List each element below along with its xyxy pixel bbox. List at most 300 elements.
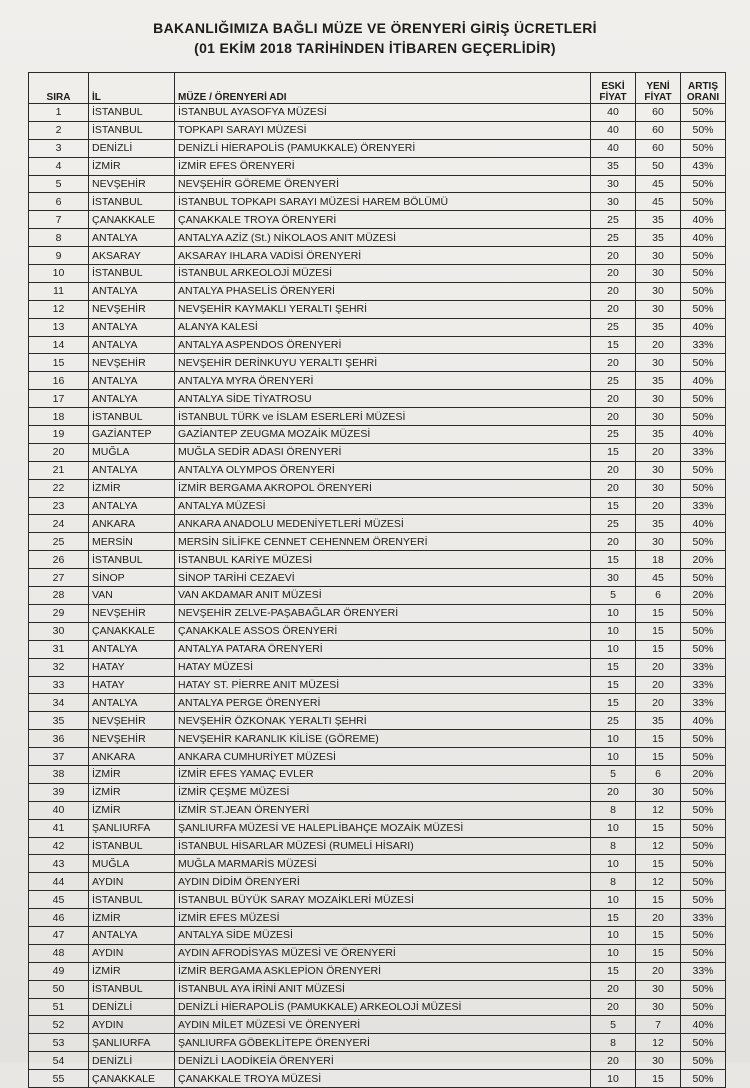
il-cell: İZMİR — [89, 157, 175, 175]
yeni-fiyat-cell: 15 — [636, 819, 681, 837]
artis-orani-cell: 40% — [681, 1016, 726, 1034]
eski-fiyat-cell: 8 — [591, 1034, 636, 1052]
yeni-fiyat-cell: 30 — [636, 390, 681, 408]
table-row — [29, 408, 726, 426]
il-cell: NEVŞEHİR — [89, 354, 175, 372]
yeni-fiyat-cell: 15 — [636, 1070, 681, 1088]
sira-cell: 25 — [29, 533, 89, 551]
table-row — [29, 855, 726, 873]
eski-fiyat-cell: 10 — [591, 1070, 636, 1088]
il-cell: ANTALYA — [89, 390, 175, 408]
artis-orani-cell: 50% — [681, 855, 726, 873]
eski-fiyat-cell: 20 — [591, 980, 636, 998]
eski-fiyat-cell: 25 — [591, 426, 636, 444]
table-row — [29, 247, 726, 265]
table-row — [29, 1016, 726, 1034]
muze-name-cell: İZMİR ÇEŞME MÜZESİ — [175, 783, 591, 801]
table-row — [29, 157, 726, 175]
muze-name-cell: AYDIN MİLET MÜZESİ VE ÖRENYERİ — [175, 1016, 591, 1034]
yeni-fiyat-cell: 35 — [636, 712, 681, 730]
muze-name-cell: İSTANBUL HİSARLAR MÜZESİ (RUMELİ HİSARI) — [175, 837, 591, 855]
il-cell: ANTALYA — [89, 282, 175, 300]
table-row — [29, 962, 726, 980]
artis-orani-cell: 50% — [681, 1052, 726, 1070]
header-yeni-line2: FİYAT — [644, 92, 672, 103]
yeni-fiyat-cell: 15 — [636, 604, 681, 622]
il-cell: ANTALYA — [89, 926, 175, 944]
table-row — [29, 497, 726, 515]
table-row — [29, 801, 726, 819]
yeni-fiyat-cell: 35 — [636, 426, 681, 444]
il-cell: İZMİR — [89, 479, 175, 497]
il-cell: ANTALYA — [89, 497, 175, 515]
eski-fiyat-cell: 15 — [591, 694, 636, 712]
yeni-fiyat-cell: 30 — [636, 354, 681, 372]
sira-cell: 2 — [29, 121, 89, 139]
table-row — [29, 676, 726, 694]
il-cell: NEVŞEHİR — [89, 712, 175, 730]
muze-name-cell: AYDIN AFRODİSYAS MÜZESİ VE ÖRENYERİ — [175, 944, 591, 962]
il-cell: ANKARA — [89, 515, 175, 533]
il-cell: DENİZLİ — [89, 998, 175, 1016]
il-cell: İSTANBUL — [89, 193, 175, 211]
il-cell: İZMİR — [89, 765, 175, 783]
table-row — [29, 390, 726, 408]
il-cell: SİNOP — [89, 569, 175, 587]
il-cell: ÇANAKKALE — [89, 1070, 175, 1088]
table-row — [29, 783, 726, 801]
sira-cell: 28 — [29, 587, 89, 605]
il-cell: ANKARA — [89, 748, 175, 766]
muze-name-cell: ANKARA ANADOLU MEDENİYETLERİ MÜZESİ — [175, 515, 591, 533]
sira-cell: 46 — [29, 909, 89, 927]
table-row — [29, 193, 726, 211]
table-row — [29, 926, 726, 944]
yeni-fiyat-cell: 12 — [636, 801, 681, 819]
yeni-fiyat-cell: 60 — [636, 104, 681, 122]
yeni-fiyat-cell: 20 — [636, 962, 681, 980]
eski-fiyat-cell: 20 — [591, 408, 636, 426]
table-row — [29, 658, 726, 676]
muze-name-cell: ÇANAKKALE TROYA MÜZESİ — [175, 1070, 591, 1088]
yeni-fiyat-cell: 12 — [636, 837, 681, 855]
table-header-row — [29, 73, 726, 104]
muze-name-cell: NEVŞEHİR ZELVE-PAŞABAĞLAR ÖRENYERİ — [175, 604, 591, 622]
table-row — [29, 765, 726, 783]
muze-name-cell: NEVŞEHİR ÖZKONAK YERALTI ŞEHRİ — [175, 712, 591, 730]
muze-name-cell: HATAY ST. PİERRE ANIT MÜZESİ — [175, 676, 591, 694]
sira-cell: 33 — [29, 676, 89, 694]
yeni-fiyat-cell: 20 — [636, 694, 681, 712]
il-cell: ÇANAKKALE — [89, 211, 175, 229]
table-row — [29, 372, 726, 390]
yeni-fiyat-cell: 6 — [636, 765, 681, 783]
title-line-1: BAKANLIĞIMIZA BAĞLI MÜZE VE ÖRENYERİ GİRİŞ ÜCRETLERİ — [153, 20, 597, 36]
artis-orani-cell: 50% — [681, 622, 726, 640]
table-row — [29, 443, 726, 461]
muze-name-cell: DENİZLİ LAODİKEİA ÖRENYERİ — [175, 1052, 591, 1070]
table-row — [29, 694, 726, 712]
muze-name-cell: AKSARAY IHLARA VADİSİ ÖRENYERİ — [175, 247, 591, 265]
il-cell: İZMİR — [89, 962, 175, 980]
artis-orani-cell: 33% — [681, 962, 726, 980]
eski-fiyat-cell: 5 — [591, 587, 636, 605]
sira-cell: 29 — [29, 604, 89, 622]
sira-cell: 1 — [29, 104, 89, 122]
eski-fiyat-cell: 25 — [591, 515, 636, 533]
muze-name-cell: MUĞLA SEDİR ADASI ÖRENYERİ — [175, 443, 591, 461]
artis-orani-cell: 50% — [681, 801, 726, 819]
sira-cell: 5 — [29, 175, 89, 193]
artis-orani-cell: 50% — [681, 139, 726, 157]
eski-fiyat-cell: 25 — [591, 712, 636, 730]
sira-cell: 30 — [29, 622, 89, 640]
artis-orani-cell: 50% — [681, 819, 726, 837]
il-cell: ÇANAKKALE — [89, 622, 175, 640]
eski-fiyat-cell: 8 — [591, 837, 636, 855]
artis-orani-cell: 50% — [681, 300, 726, 318]
sira-cell: 51 — [29, 998, 89, 1016]
muze-name-cell: NEVŞEHİR KARANLIK KİLİSE (GÖREME) — [175, 730, 591, 748]
artis-orani-cell: 50% — [681, 1070, 726, 1088]
header-eski-fiyat — [591, 73, 636, 104]
artis-orani-cell: 50% — [681, 998, 726, 1016]
sira-cell: 8 — [29, 229, 89, 247]
sira-cell: 38 — [29, 765, 89, 783]
muze-name-cell: ŞANLIURFA GÖBEKLİTEPE ÖRENYERİ — [175, 1034, 591, 1052]
sira-cell: 17 — [29, 390, 89, 408]
yeni-fiyat-cell: 15 — [636, 622, 681, 640]
sira-cell: 12 — [29, 300, 89, 318]
il-cell: MUĞLA — [89, 443, 175, 461]
yeni-fiyat-cell: 35 — [636, 372, 681, 390]
sira-cell: 41 — [29, 819, 89, 837]
table-row — [29, 587, 726, 605]
table-row — [29, 479, 726, 497]
muze-name-cell: İZMİR BERGAMA ASKLEPİON ÖRENYERİ — [175, 962, 591, 980]
muze-name-cell: ALANYA KALESİ — [175, 318, 591, 336]
yeni-fiyat-cell: 30 — [636, 282, 681, 300]
artis-orani-cell: 50% — [681, 783, 726, 801]
document-title — [0, 18, 750, 58]
yeni-fiyat-cell: 60 — [636, 139, 681, 157]
eski-fiyat-cell: 20 — [591, 265, 636, 283]
table-row — [29, 640, 726, 658]
sira-cell: 45 — [29, 891, 89, 909]
muze-name-cell: HATAY MÜZESİ — [175, 658, 591, 676]
artis-orani-cell: 50% — [681, 175, 726, 193]
yeni-fiyat-cell: 15 — [636, 730, 681, 748]
sira-cell: 18 — [29, 408, 89, 426]
il-cell: AKSARAY — [89, 247, 175, 265]
eski-fiyat-cell: 30 — [591, 175, 636, 193]
artis-orani-cell: 50% — [681, 748, 726, 766]
yeni-fiyat-cell: 50 — [636, 157, 681, 175]
artis-orani-cell: 50% — [681, 730, 726, 748]
table-row — [29, 229, 726, 247]
artis-orani-cell: 50% — [681, 408, 726, 426]
muze-name-cell: ÇANAKKALE ASSOS ÖRENYERİ — [175, 622, 591, 640]
muze-name-cell: MERSİN SİLİFKE CENNET CEHENNEM ÖRENYERİ — [175, 533, 591, 551]
il-cell: ŞANLIURFA — [89, 1034, 175, 1052]
muze-name-cell: SİNOP TARİHİ CEZAEVİ — [175, 569, 591, 587]
eski-fiyat-cell: 10 — [591, 748, 636, 766]
muze-name-cell: ANTALYA PERGE ÖRENYERİ — [175, 694, 591, 712]
table-row — [29, 730, 726, 748]
muze-name-cell: MUĞLA MARMARİS MÜZESİ — [175, 855, 591, 873]
sira-cell: 47 — [29, 926, 89, 944]
eski-fiyat-cell: 25 — [591, 318, 636, 336]
yeni-fiyat-cell: 30 — [636, 247, 681, 265]
yeni-fiyat-cell: 20 — [636, 336, 681, 354]
sira-cell: 16 — [29, 372, 89, 390]
sira-cell: 43 — [29, 855, 89, 873]
il-cell: İSTANBUL — [89, 837, 175, 855]
artis-orani-cell: 50% — [681, 837, 726, 855]
table-row — [29, 551, 726, 569]
il-cell: GAZİANTEP — [89, 426, 175, 444]
sira-cell: 10 — [29, 265, 89, 283]
table-row — [29, 712, 726, 730]
artis-orani-cell: 50% — [681, 533, 726, 551]
muze-name-cell: AYDIN DİDİM ÖRENYERİ — [175, 873, 591, 891]
artis-orani-cell: 50% — [681, 640, 726, 658]
artis-orani-cell: 40% — [681, 515, 726, 533]
eski-fiyat-cell: 10 — [591, 891, 636, 909]
fee-table-container — [28, 72, 725, 1088]
il-cell: İSTANBUL — [89, 104, 175, 122]
table-row — [29, 1034, 726, 1052]
muze-name-cell: DENİZLİ HİERAPOLİS (PAMUKKALE) ÖRENYERİ — [175, 139, 591, 157]
eski-fiyat-cell: 20 — [591, 1052, 636, 1070]
table-row — [29, 819, 726, 837]
artis-orani-cell: 50% — [681, 354, 726, 372]
sira-cell: 32 — [29, 658, 89, 676]
header-artis-orani — [681, 73, 726, 104]
sira-cell: 31 — [29, 640, 89, 658]
sira-cell: 7 — [29, 211, 89, 229]
eski-fiyat-cell: 10 — [591, 640, 636, 658]
muze-name-cell: ANTALYA MYRA ÖRENYERİ — [175, 372, 591, 390]
sira-cell: 44 — [29, 873, 89, 891]
artis-orani-cell: 50% — [681, 479, 726, 497]
artis-orani-cell: 40% — [681, 229, 726, 247]
artis-orani-cell: 50% — [681, 926, 726, 944]
muze-name-cell: ANTALYA OLYMPOS ÖRENYERİ — [175, 461, 591, 479]
eski-fiyat-cell: 40 — [591, 104, 636, 122]
il-cell: MUĞLA — [89, 855, 175, 873]
sira-cell: 13 — [29, 318, 89, 336]
sira-cell: 26 — [29, 551, 89, 569]
sira-cell: 9 — [29, 247, 89, 265]
eski-fiyat-cell: 25 — [591, 372, 636, 390]
yeni-fiyat-cell: 30 — [636, 783, 681, 801]
eski-fiyat-cell: 8 — [591, 873, 636, 891]
sira-cell: 37 — [29, 748, 89, 766]
artis-orani-cell: 50% — [681, 1034, 726, 1052]
sira-cell: 36 — [29, 730, 89, 748]
artis-orani-cell: 33% — [681, 497, 726, 515]
yeni-fiyat-cell: 30 — [636, 980, 681, 998]
yeni-fiyat-cell: 15 — [636, 944, 681, 962]
muze-name-cell: İSTANBUL AYA İRİNİ ANIT MÜZESİ — [175, 980, 591, 998]
artis-orani-cell: 50% — [681, 247, 726, 265]
yeni-fiyat-cell: 30 — [636, 1052, 681, 1070]
sira-cell: 39 — [29, 783, 89, 801]
header-eski-line2: FİYAT — [599, 92, 627, 103]
sira-cell: 11 — [29, 282, 89, 300]
muze-name-cell: TOPKAPI SARAYI MÜZESİ — [175, 121, 591, 139]
il-cell: NEVŞEHİR — [89, 175, 175, 193]
header-artis-line2: ORANI — [686, 92, 720, 103]
muze-name-cell: İZMİR EFES MÜZESİ — [175, 909, 591, 927]
artis-orani-cell: 33% — [681, 909, 726, 927]
yeni-fiyat-cell: 15 — [636, 926, 681, 944]
sira-cell: 54 — [29, 1052, 89, 1070]
il-cell: DENİZLİ — [89, 1052, 175, 1070]
artis-orani-cell: 33% — [681, 443, 726, 461]
muze-name-cell: VAN AKDAMAR ANIT MÜZESİ — [175, 587, 591, 605]
yeni-fiyat-cell: 18 — [636, 551, 681, 569]
table-row — [29, 891, 726, 909]
sira-cell: 48 — [29, 944, 89, 962]
yeni-fiyat-cell: 30 — [636, 533, 681, 551]
artis-orani-cell: 40% — [681, 712, 726, 730]
muze-name-cell: ŞANLIURFA MÜZESİ VE HALEPLİBAHÇE MOZAİK MÜZESİ — [175, 819, 591, 837]
sira-cell: 20 — [29, 443, 89, 461]
artis-orani-cell: 50% — [681, 121, 726, 139]
eski-fiyat-cell: 5 — [591, 765, 636, 783]
eski-fiyat-cell: 15 — [591, 676, 636, 694]
il-cell: AYDIN — [89, 873, 175, 891]
muze-name-cell: İSTANBUL TOPKAPI SARAYI MÜZESİ HAREM BÖLÜMÜ — [175, 193, 591, 211]
muze-name-cell: NEVŞEHİR DERİNKUYU YERALTI ŞEHRİ — [175, 354, 591, 372]
sira-cell: 21 — [29, 461, 89, 479]
il-cell: ANTALYA — [89, 229, 175, 247]
yeni-fiyat-cell: 30 — [636, 265, 681, 283]
eski-fiyat-cell: 15 — [591, 909, 636, 927]
table-row — [29, 139, 726, 157]
table-row — [29, 909, 726, 927]
sira-cell: 49 — [29, 962, 89, 980]
artis-orani-cell: 50% — [681, 390, 726, 408]
yeni-fiyat-cell: 30 — [636, 479, 681, 497]
artis-orani-cell: 20% — [681, 765, 726, 783]
sira-cell: 15 — [29, 354, 89, 372]
eski-fiyat-cell: 10 — [591, 944, 636, 962]
table-row — [29, 1052, 726, 1070]
artis-orani-cell: 20% — [681, 551, 726, 569]
il-cell: ANTALYA — [89, 336, 175, 354]
eski-fiyat-cell: 40 — [591, 121, 636, 139]
eski-fiyat-cell: 30 — [591, 193, 636, 211]
muze-name-cell: İSTANBUL BÜYÜK SARAY MOZAİKLERİ MÜZESİ — [175, 891, 591, 909]
eski-fiyat-cell: 20 — [591, 354, 636, 372]
il-cell: ŞANLIURFA — [89, 819, 175, 837]
yeni-fiyat-cell: 45 — [636, 569, 681, 587]
il-cell: ANTALYA — [89, 694, 175, 712]
eski-fiyat-cell: 25 — [591, 211, 636, 229]
artis-orani-cell: 40% — [681, 318, 726, 336]
yeni-fiyat-cell: 20 — [636, 658, 681, 676]
eski-fiyat-cell: 10 — [591, 604, 636, 622]
il-cell: HATAY — [89, 658, 175, 676]
eski-fiyat-cell: 20 — [591, 533, 636, 551]
table-row — [29, 211, 726, 229]
header-sira: SIRA — [29, 73, 89, 104]
table-row — [29, 318, 726, 336]
muze-name-cell: İZMİR EFES YAMAÇ EVLER — [175, 765, 591, 783]
il-cell: İZMİR — [89, 909, 175, 927]
yeni-fiyat-cell: 30 — [636, 461, 681, 479]
sira-cell: 14 — [29, 336, 89, 354]
muze-name-cell: NEVŞEHİR KAYMAKLI YERALTI ŞEHRİ — [175, 300, 591, 318]
eski-fiyat-cell: 15 — [591, 443, 636, 461]
table-row — [29, 873, 726, 891]
sira-cell: 55 — [29, 1070, 89, 1088]
yeni-fiyat-cell: 35 — [636, 229, 681, 247]
muze-name-cell: İSTANBUL TÜRK ve İSLAM ESERLERİ MÜZESİ — [175, 408, 591, 426]
sira-cell: 22 — [29, 479, 89, 497]
table-row — [29, 998, 726, 1016]
eski-fiyat-cell: 8 — [591, 801, 636, 819]
muze-name-cell: ANTALYA SİDE MÜZESİ — [175, 926, 591, 944]
il-cell: ANTALYA — [89, 640, 175, 658]
header-il: İL — [89, 73, 175, 104]
eski-fiyat-cell: 15 — [591, 336, 636, 354]
artis-orani-cell: 40% — [681, 372, 726, 390]
eski-fiyat-cell: 15 — [591, 962, 636, 980]
il-cell: MERSİN — [89, 533, 175, 551]
eski-fiyat-cell: 20 — [591, 390, 636, 408]
yeni-fiyat-cell: 15 — [636, 855, 681, 873]
eski-fiyat-cell: 35 — [591, 157, 636, 175]
table-row — [29, 569, 726, 587]
muze-name-cell: NEVŞEHİR GÖREME ÖRENYERİ — [175, 175, 591, 193]
yeni-fiyat-cell: 30 — [636, 300, 681, 318]
sira-cell: 53 — [29, 1034, 89, 1052]
yeni-fiyat-cell: 45 — [636, 175, 681, 193]
yeni-fiyat-cell: 15 — [636, 891, 681, 909]
yeni-fiyat-cell: 30 — [636, 408, 681, 426]
yeni-fiyat-cell: 20 — [636, 443, 681, 461]
yeni-fiyat-cell: 6 — [636, 587, 681, 605]
muze-name-cell: ANTALYA SİDE TİYATROSU — [175, 390, 591, 408]
muze-name-cell: ANTALYA PATARA ÖRENYERİ — [175, 640, 591, 658]
header-eski-line1: ESKİ — [601, 81, 625, 92]
table-row — [29, 944, 726, 962]
table-row — [29, 980, 726, 998]
artis-orani-cell: 40% — [681, 211, 726, 229]
table-row — [29, 121, 726, 139]
table-row — [29, 837, 726, 855]
yeni-fiyat-cell: 15 — [636, 640, 681, 658]
header-yeni-line1: YENİ — [646, 81, 670, 92]
artis-orani-cell: 50% — [681, 282, 726, 300]
yeni-fiyat-cell: 35 — [636, 211, 681, 229]
eski-fiyat-cell: 25 — [591, 229, 636, 247]
eski-fiyat-cell: 10 — [591, 622, 636, 640]
table-row — [29, 426, 726, 444]
table-row — [29, 336, 726, 354]
il-cell: ANTALYA — [89, 372, 175, 390]
eski-fiyat-cell: 20 — [591, 300, 636, 318]
table-row — [29, 1070, 726, 1088]
header-artis-line1: ARTIŞ — [688, 81, 718, 92]
eski-fiyat-cell: 20 — [591, 461, 636, 479]
sira-cell: 6 — [29, 193, 89, 211]
muze-name-cell: İSTANBUL AYASOFYA MÜZESİ — [175, 104, 591, 122]
